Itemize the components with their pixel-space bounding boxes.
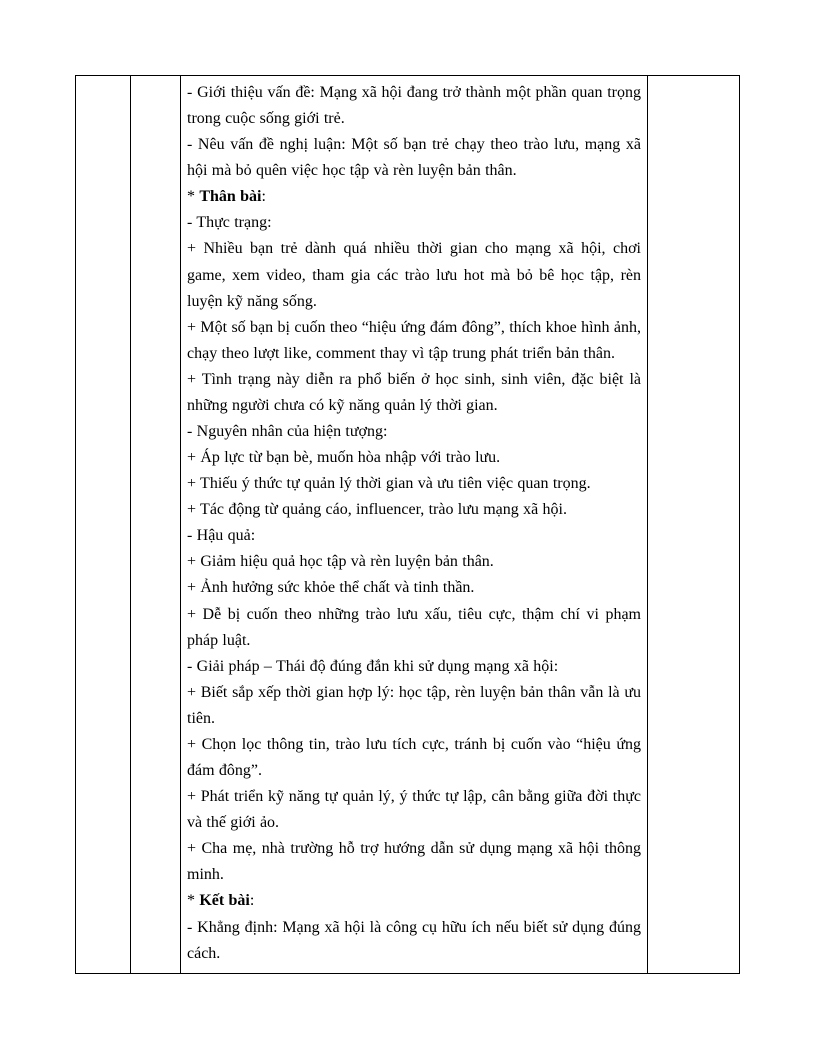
outline-paragraph: + Ảnh hưởng sức khỏe thể chất và tinh thần. (187, 579, 475, 597)
outline-paragraph: + Phát triển kỹ năng tự quản lý, ý thức tự lập, cân bằng giữa đời thực và thế giới ảo. (187, 788, 641, 832)
content-cell (181, 76, 648, 973)
outline-paragraph: + Dễ bị cuốn theo những trào lưu xấu, tiêu cực, thậm chí vi phạm pháp luật. (187, 605, 641, 649)
outline-paragraph: - Thực trạng: (187, 214, 272, 232)
outline-paragraph: - Nêu vấn đề nghị luận: Một số bạn trẻ chạy theo trào lưu, mạng xã hội mà bỏ quên việc học tập và rèn luyện bản thân. (187, 136, 641, 180)
outline-paragraph: + Tác động từ quảng cáo, influencer, trào lưu mạng xã hội. (187, 501, 567, 519)
part-cell (131, 76, 181, 973)
outline-paragraph: + Biết sắp xếp thời gian hợp lý: học tập, rèn luyện bản thân vẫn là ưu tiên. (187, 683, 641, 727)
outline-paragraph: - Giải pháp – Thái độ đúng đắn khi sử dụng mạng xã hội: (187, 657, 559, 675)
outline-paragraph: + Cha mẹ, nhà trường hỗ trợ hướng dẫn sử dụng mạng xã hội thông minh. (187, 840, 641, 884)
points-cell (648, 76, 739, 973)
outline-paragraph: + Chọn lọc thông tin, trào lưu tích cực, tránh bị cuốn vào “hiệu ứng đám đông”. (187, 735, 641, 780)
outline-paragraph: + Thiếu ý thức tự quản lý thời gian và ưu tiên việc quan trọng. (187, 475, 591, 493)
outline-paragraph: - Hậu quả: (187, 527, 256, 545)
outline-paragraph: + Nhiều bạn trẻ dành quá nhiều thời gian cho mạng xã hội, chơi game, xem video, tham gia các trào lưu hot mà bỏ bê học tập, rèn luyện kỹ năng sống. (187, 240, 641, 310)
rubric-table (75, 75, 740, 974)
outline-paragraph: - Khẳng định: Mạng xã hội là công cụ hữu ích nếu biết sử dụng đúng cách. (187, 918, 641, 962)
question-number-cell (76, 76, 131, 973)
outline-paragraph: + Tình trạng này diễn ra phổ biến ở học sinh, sinh viên, đặc biệt là những người chưa có kỹ năng quản lý thời gian. (187, 370, 641, 414)
outline-paragraph: * Thân bài: (187, 188, 266, 206)
outline-paragraph: - Nguyên nhân của hiện tượng: (187, 423, 388, 441)
outline-paragraph: + Áp lực từ bạn bè, muốn hòa nhập với trào lưu. (187, 449, 501, 467)
outline-paragraph: + Một số bạn bị cuốn theo “hiệu ứng đám đông”, thích khoe hình ảnh, chạy theo lượt like, comment thay vì tập trung phát triển bản thân. (187, 318, 641, 362)
outline-paragraph: + Giảm hiệu quả học tập và rèn luyện bản thân. (187, 553, 494, 571)
outline-paragraph: - Giới thiệu vấn đề: Mạng xã hội đang trở thành một phần quan trọng trong cuộc sống giới trẻ. (187, 84, 641, 128)
outline-paragraph: * Kết bài: (187, 892, 255, 910)
